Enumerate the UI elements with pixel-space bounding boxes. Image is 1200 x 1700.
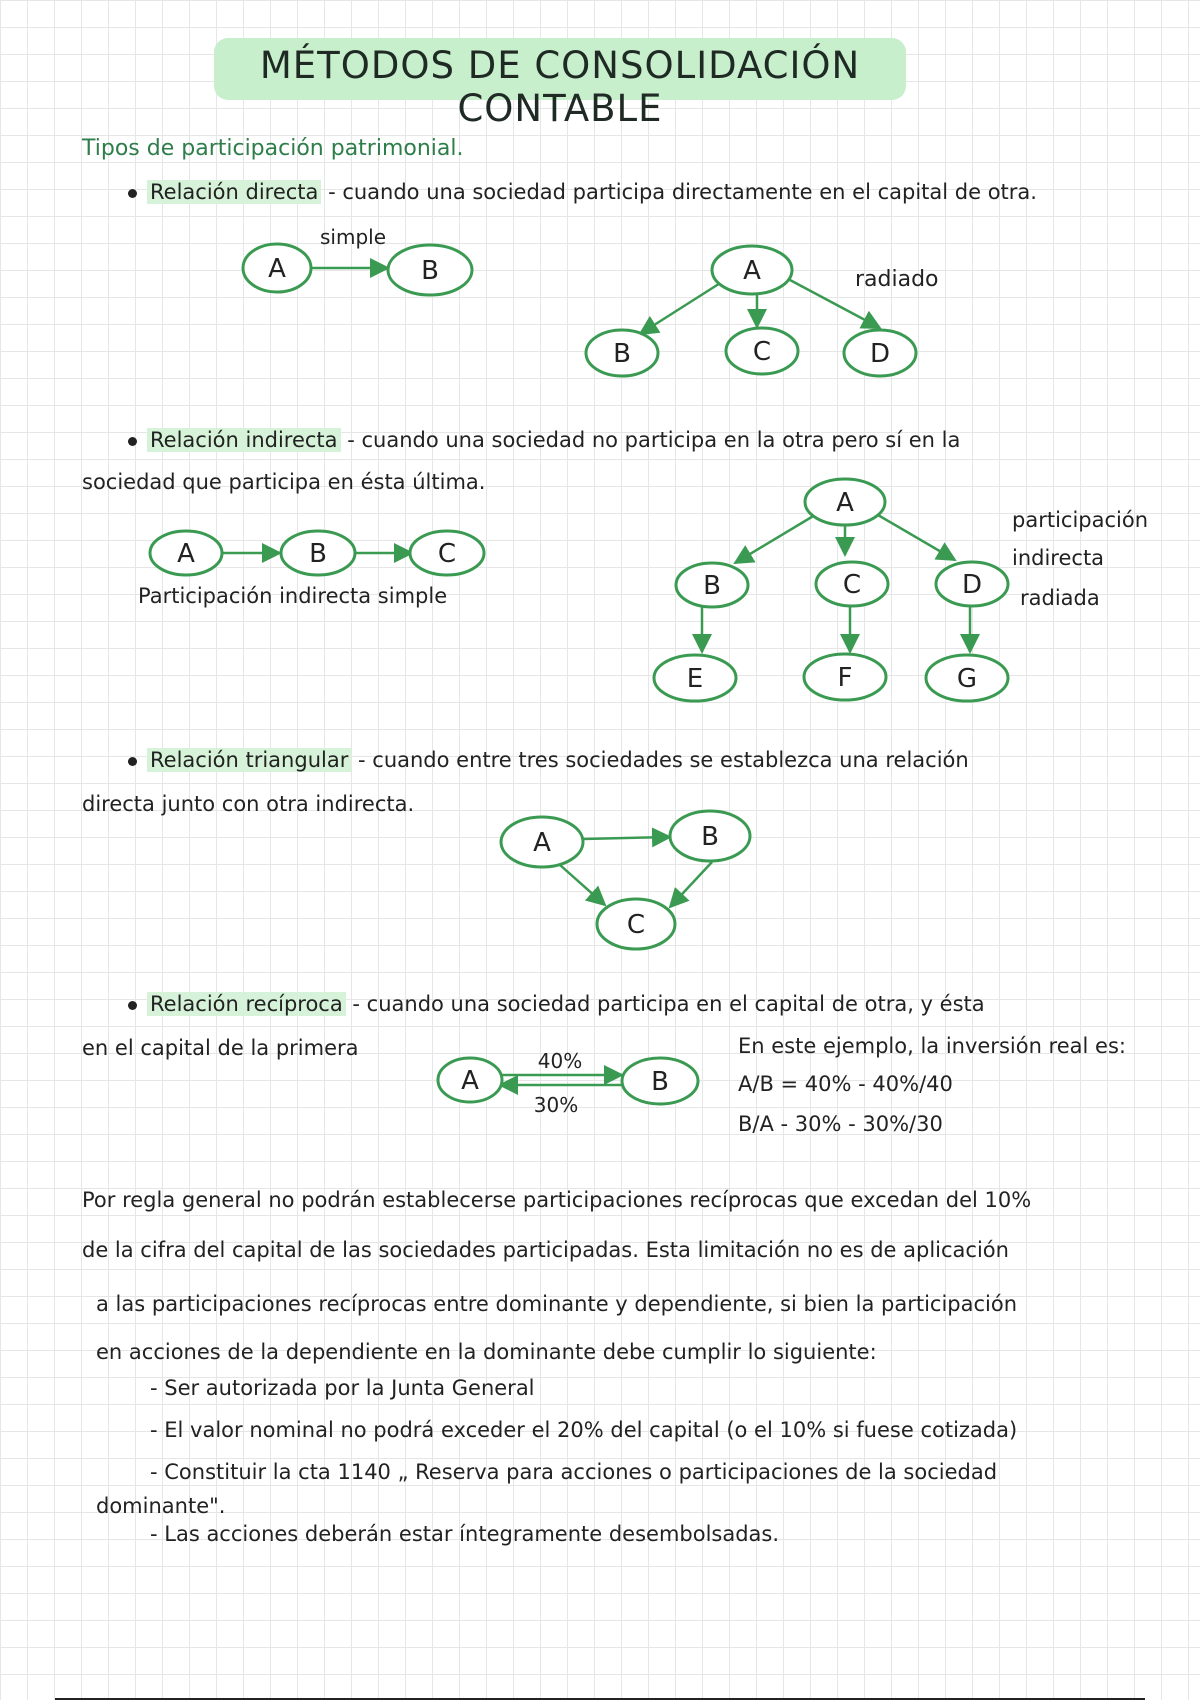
page-title: MÉTODOS DE CONSOLIDACIÓN CONTABLE xyxy=(259,44,861,130)
term-indirecta: Relación indirecta xyxy=(147,428,341,452)
pct-a-b: 40% xyxy=(537,1049,583,1073)
regla-line-4: en acciones de la dependiente en la dominante debe cumplir lo siguiente: xyxy=(96,1340,877,1364)
tree-label-3: radiada xyxy=(1020,586,1100,610)
regla-item-3-cont: dominante". xyxy=(96,1494,226,1518)
node-label: A xyxy=(836,488,854,518)
regla-line-2: de la cifra del capital de las sociedades participadas. Esta limitación no es de aplicación xyxy=(82,1238,1009,1262)
desc-triangular-2: directa junto con otra indirecta. xyxy=(82,792,415,816)
edge-a-d xyxy=(878,515,955,560)
node-label: D xyxy=(869,339,891,369)
regla-line-1: Por regla general no podrán establecerse participaciones recíprocas que excedan del 10% xyxy=(82,1188,1032,1212)
node-label: B xyxy=(613,339,631,369)
diagram-triangular xyxy=(501,811,750,949)
term-triangular: Relación triangular xyxy=(147,748,351,772)
example-line-2: A/B = 40% - 40%/40 xyxy=(738,1072,953,1096)
regla-item-4: - Las acciones deberán estar íntegramente desembolsadas. xyxy=(150,1522,780,1546)
radiado-label: radiado xyxy=(855,267,939,292)
tree-label-2: indirecta xyxy=(1012,546,1105,570)
term-directa: Relación directa xyxy=(147,180,321,204)
section-heading: Tipos de participación patrimonial. xyxy=(82,136,464,161)
diagram-directa-simple xyxy=(243,225,472,295)
example-line-3: B/A - 30% - 30%/30 xyxy=(738,1112,943,1136)
edge-label-simple: simple xyxy=(320,225,387,249)
node-label: D xyxy=(961,570,983,600)
diagram-indirecta-radiada xyxy=(654,479,1008,701)
desc-reciproca-2: en el capital de la primera xyxy=(82,1036,359,1060)
desc-directa: - cuando una sociedad participa directamente en el capital de otra. xyxy=(321,180,1037,204)
node-label: A xyxy=(533,828,551,858)
diagram-indirecta-simple xyxy=(150,531,484,575)
diagram-reciproca xyxy=(438,1049,698,1117)
desc-triangular-1: - cuando entre tres sociedades se establezca una relación xyxy=(351,748,969,772)
desc-indirecta-1: - cuando una sociedad no participa en la otra pero sí en la xyxy=(340,428,961,452)
edge-a-b xyxy=(583,837,670,839)
node-label: C xyxy=(842,570,862,600)
node-label: G xyxy=(956,664,978,694)
regla-line-3: a las participaciones recíprocas entre dominante y dependiente, si bien la participación xyxy=(96,1292,1018,1316)
node-label: C xyxy=(752,337,772,367)
example-line-1: En este ejemplo, la inversión real es: xyxy=(738,1034,1126,1058)
node-label: A xyxy=(461,1066,479,1096)
regla-item-3: - Constituir la cta 1140 „ Reserva para acciones o participaciones de la sociedad xyxy=(150,1460,998,1484)
node-label: B xyxy=(701,822,719,852)
chain-label: Participación indirecta simple xyxy=(138,584,448,608)
edge-a-b xyxy=(640,280,725,334)
node-label: A xyxy=(177,539,195,569)
edge-b-c xyxy=(670,862,712,907)
tree-label-1: participación xyxy=(1012,508,1149,532)
node-label: B xyxy=(651,1067,669,1097)
node-label: C xyxy=(437,539,457,569)
desc-reciproca-1: - cuando una sociedad participa en el capital de otra, y ésta xyxy=(345,992,985,1016)
node-label: E xyxy=(686,664,704,694)
diagram-directa-radiado xyxy=(586,246,939,376)
pct-b-a: 30% xyxy=(533,1093,579,1117)
edge-a-b xyxy=(735,515,815,563)
node-label: A xyxy=(268,254,286,284)
node-label: F xyxy=(837,663,853,693)
node-label: A xyxy=(743,256,761,286)
node-label: C xyxy=(626,910,646,940)
term-reciproca: Relación recíproca xyxy=(147,992,346,1016)
edge-a-c xyxy=(560,865,605,905)
regla-item-1: - Ser autorizada por la Junta General xyxy=(150,1376,535,1400)
regla-item-2: - El valor nominal no podrá exceder el 20% del capital (o el 10% si fuese cotizada) xyxy=(150,1418,1018,1442)
desc-indirecta-2: sociedad que participa en ésta última. xyxy=(82,470,486,494)
node-label: B xyxy=(309,539,327,569)
node-label: B xyxy=(703,571,721,601)
node-label: B xyxy=(421,256,439,286)
